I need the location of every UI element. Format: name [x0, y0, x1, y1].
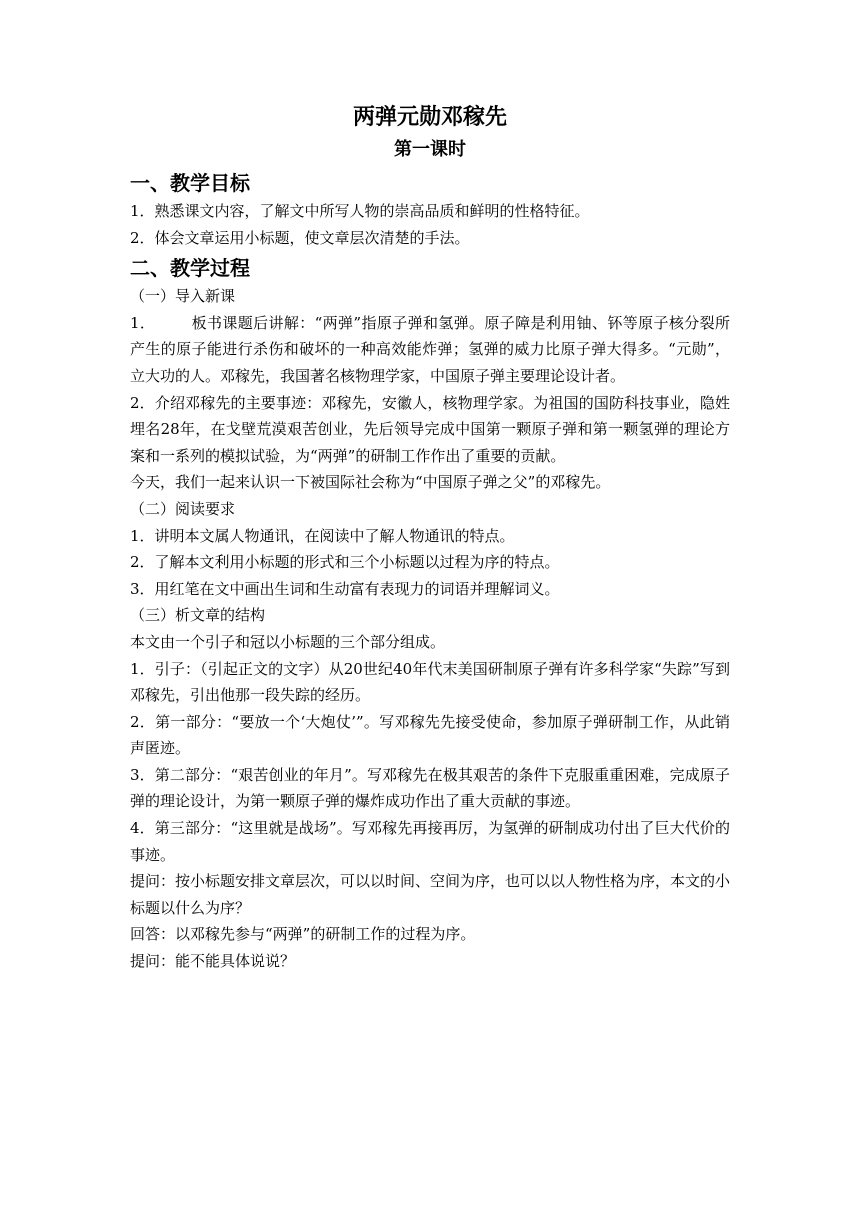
subsection-heading-structure: （三）析文章的结构	[130, 606, 266, 625]
goal-item: 2．体会文章运用小标题，使文章层次清楚的手法。	[130, 228, 470, 247]
intro-paragraph: 今天，我们一起来认识一下被国际社会称为“中国原子弹之父”的邓稼先。	[130, 473, 611, 492]
document-page	[130, 100, 730, 975]
qa-line: 提问：按小标题安排文章层次，可以以时间、空间为序，也可以以人物性格为序，本文的小标题以什么为序？	[130, 872, 731, 917]
lesson-subtitle: 第一课时	[394, 139, 466, 160]
goal-item: 1．熟悉课文内容，了解文中所写人物的崇高品质和鲜明的性格特征。	[130, 202, 590, 220]
qa-line: 回答：以邓稼先参与“两弹”的研制工作的过程为序。	[130, 925, 476, 944]
reading-item: 2．了解本文利用小标题的形式和三个小标题以过程为序的特点。	[130, 553, 560, 572]
intro-paragraph	[130, 310, 730, 390]
subsection-heading-reading: （二）阅读要求	[130, 499, 236, 518]
structure-item: 4．第三部分：“这里就是战场”。写邓稼先再接再厉，为氢弹的研制成功付出了巨大代价的事迹。	[130, 819, 730, 864]
reading-item: 3．用红笔在文中画出生词和生动富有表现力的词语并理解词义。	[130, 579, 560, 598]
qa-line: 提问：能不能具体说说？	[130, 952, 296, 971]
paragraph-text: 板书课题后讲解：“两弹”指原子弹和氢弹。原子障是利用铀、钚等原子核分裂所产生的原子能进行杀伤和破坏的一种高效能炸弹；氢弹的威力比原子弹大得多。“元勋”，立大功的人。邓稼先，我国著名核物理学家，中国原子弹主要理论设计者。	[130, 313, 731, 385]
structure-item: 2．第一部分：“要放一个‘大炮仗’”。写邓稼先先接受使命，参加原子弹研制工作，从此销声匿迹。	[130, 712, 730, 758]
structure-item: 1．引子：（引起正文的文字）从20世纪40年代末美国研制原子弹有许多科学家“失踪”写到邓稼先，引出他那一段失踪的经历。	[130, 659, 730, 705]
paragraph-number: 1．	[130, 313, 156, 332]
structure-item: 3．第二部分：“艰苦创业的年月”。写邓稼先在极其艰苦的条件下克服重重困难，完成原子弹的理论设计，为第一颗原子弹的爆炸成功作出了重大贡献的事迹。	[130, 765, 730, 811]
reading-item: 1．讲明本文属人物通讯，在阅读中了解人物通讯的特点。	[130, 526, 515, 545]
section-heading-teaching-process: 二、教学过程	[130, 256, 250, 281]
document-title: 两弹元勋邓稼先	[352, 104, 507, 130]
intro-paragraph: 2．介绍邓稼先的主要事迹：邓稼先，安徽人，核物理学家。为祖国的国防科技事业，隐姓埋名28年，在戈壁荒漠艰苦创业，先后领导完成中国第一颗原子弹和第一颗氢弹的理论方案和一系列的模拟试验，为“两弹”的研制工作作出了重要的贡献。	[130, 393, 730, 465]
structure-intro: 本文由一个引子和冠以小标题的三个部分组成。	[130, 632, 446, 651]
subsection-heading-intro: （一）导入新课	[130, 287, 236, 306]
section-heading-teaching-goals: 一、教学目标	[130, 171, 250, 195]
